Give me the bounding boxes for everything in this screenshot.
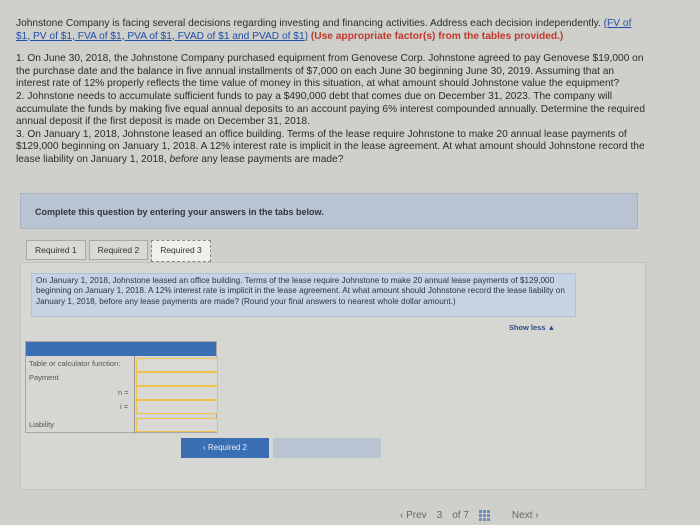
problem-intro — [16, 18, 646, 43]
liability-input[interactable] — [136, 418, 218, 432]
item3-text-b: any lease payments are made? — [201, 153, 344, 165]
factor-tables-link[interactable]: (FV of $1, PV of $1, FVA of $1, PVA of $1, FVAD of $1 and PVAD of $1) — [16, 18, 632, 42]
column-divider — [134, 356, 135, 434]
question-text: On January 1, 2018, Johnstone leased an office building. Terms of the lease require Johnstone to make 20 annual lease payments of $129,000 beginning on January 1, 2018. A 12% interest rate is implicit in the lease agreement. At what amount should Johnstone record the lease liability on January 1, 2018, before any lease payments are made? (Round your final answers to nearest whole dollar amount.) — [31, 273, 576, 317]
calculation-table — [25, 341, 217, 433]
payment-input[interactable] — [136, 372, 218, 386]
show-less-link[interactable]: Show less ▲ — [508, 323, 555, 332]
instruction-banner: Complete this question by entering your answers in the tabs below. — [20, 193, 638, 229]
label-i: i = — [120, 402, 129, 411]
label-n: n = — [118, 388, 129, 397]
item3-text-a: 3. On January 1, 2018, Johnstone leased an office building. Terms of the lease require Johnstone to make 20 annual lease payments of $129,000 beginning on January 1, 2018. A 12% interest rate is implicit in the lease agreement. At what amount should Johnstone record the lease liability on January 1, 2018, — [16, 128, 645, 165]
table-header — [26, 342, 216, 356]
intro-text: Johnstone Company is facing several decisions regarding investing and financing activities. Address each decision independently. — [16, 18, 601, 29]
current-page: 3 — [436, 509, 443, 521]
n-input[interactable] — [136, 386, 218, 400]
next-required-button — [273, 438, 381, 458]
problem-item-3 — [16, 129, 646, 167]
next-page-button[interactable]: Next › — [511, 509, 539, 521]
label-payment: Payment — [29, 373, 59, 382]
tab-required-2[interactable]: Required 2 — [89, 240, 149, 260]
page-total: of 7 — [452, 509, 469, 521]
table-function-input[interactable] — [136, 358, 218, 372]
instruction-text: (Use appropriate factor(s) from the tables provided.) — [310, 30, 564, 42]
page-footer — [400, 508, 600, 522]
problem-item-1: 1. On June 30, 2018, the Johnstone Company purchased equipment from Genovese Corp. Johnstone agreed to pay Genovese $19,000 on the purchase date and the balance in five annual installments of $7,000 on each June 30 beginning June 30, 2019. Assuming that an interest rate of 12% properly reflects the time value of money in this situation, at what amount should Johnstone value the equipment? — [16, 53, 644, 90]
prev-required-button[interactable]: ‹ Required 2 — [181, 438, 269, 458]
label-table-function: Table or calculator function: — [29, 359, 121, 368]
item3-emphasis: before — [169, 153, 199, 165]
problem-text — [16, 18, 646, 167]
grid-icon[interactable] — [479, 510, 490, 521]
tab-required-3[interactable]: Required 3 — [151, 240, 211, 262]
label-liability: Liability — [29, 420, 55, 429]
tab-bar — [26, 240, 214, 262]
tab-required-1[interactable]: Required 1 — [26, 240, 86, 260]
question-panel — [20, 262, 646, 490]
problem-item-2: 2. Johnstone needs to accumulate sufficient funds to pay a $490,000 debt that comes due on December 31, 2023. The company will accumulate the funds by making five equal annual deposits to an account paying 6% interest compounded annually. Determine the required annual deposit if the first deposit is made on December 31, 2018. — [16, 90, 645, 128]
i-input[interactable] — [136, 400, 218, 414]
prev-page-button[interactable]: ‹ Prev — [400, 509, 427, 521]
